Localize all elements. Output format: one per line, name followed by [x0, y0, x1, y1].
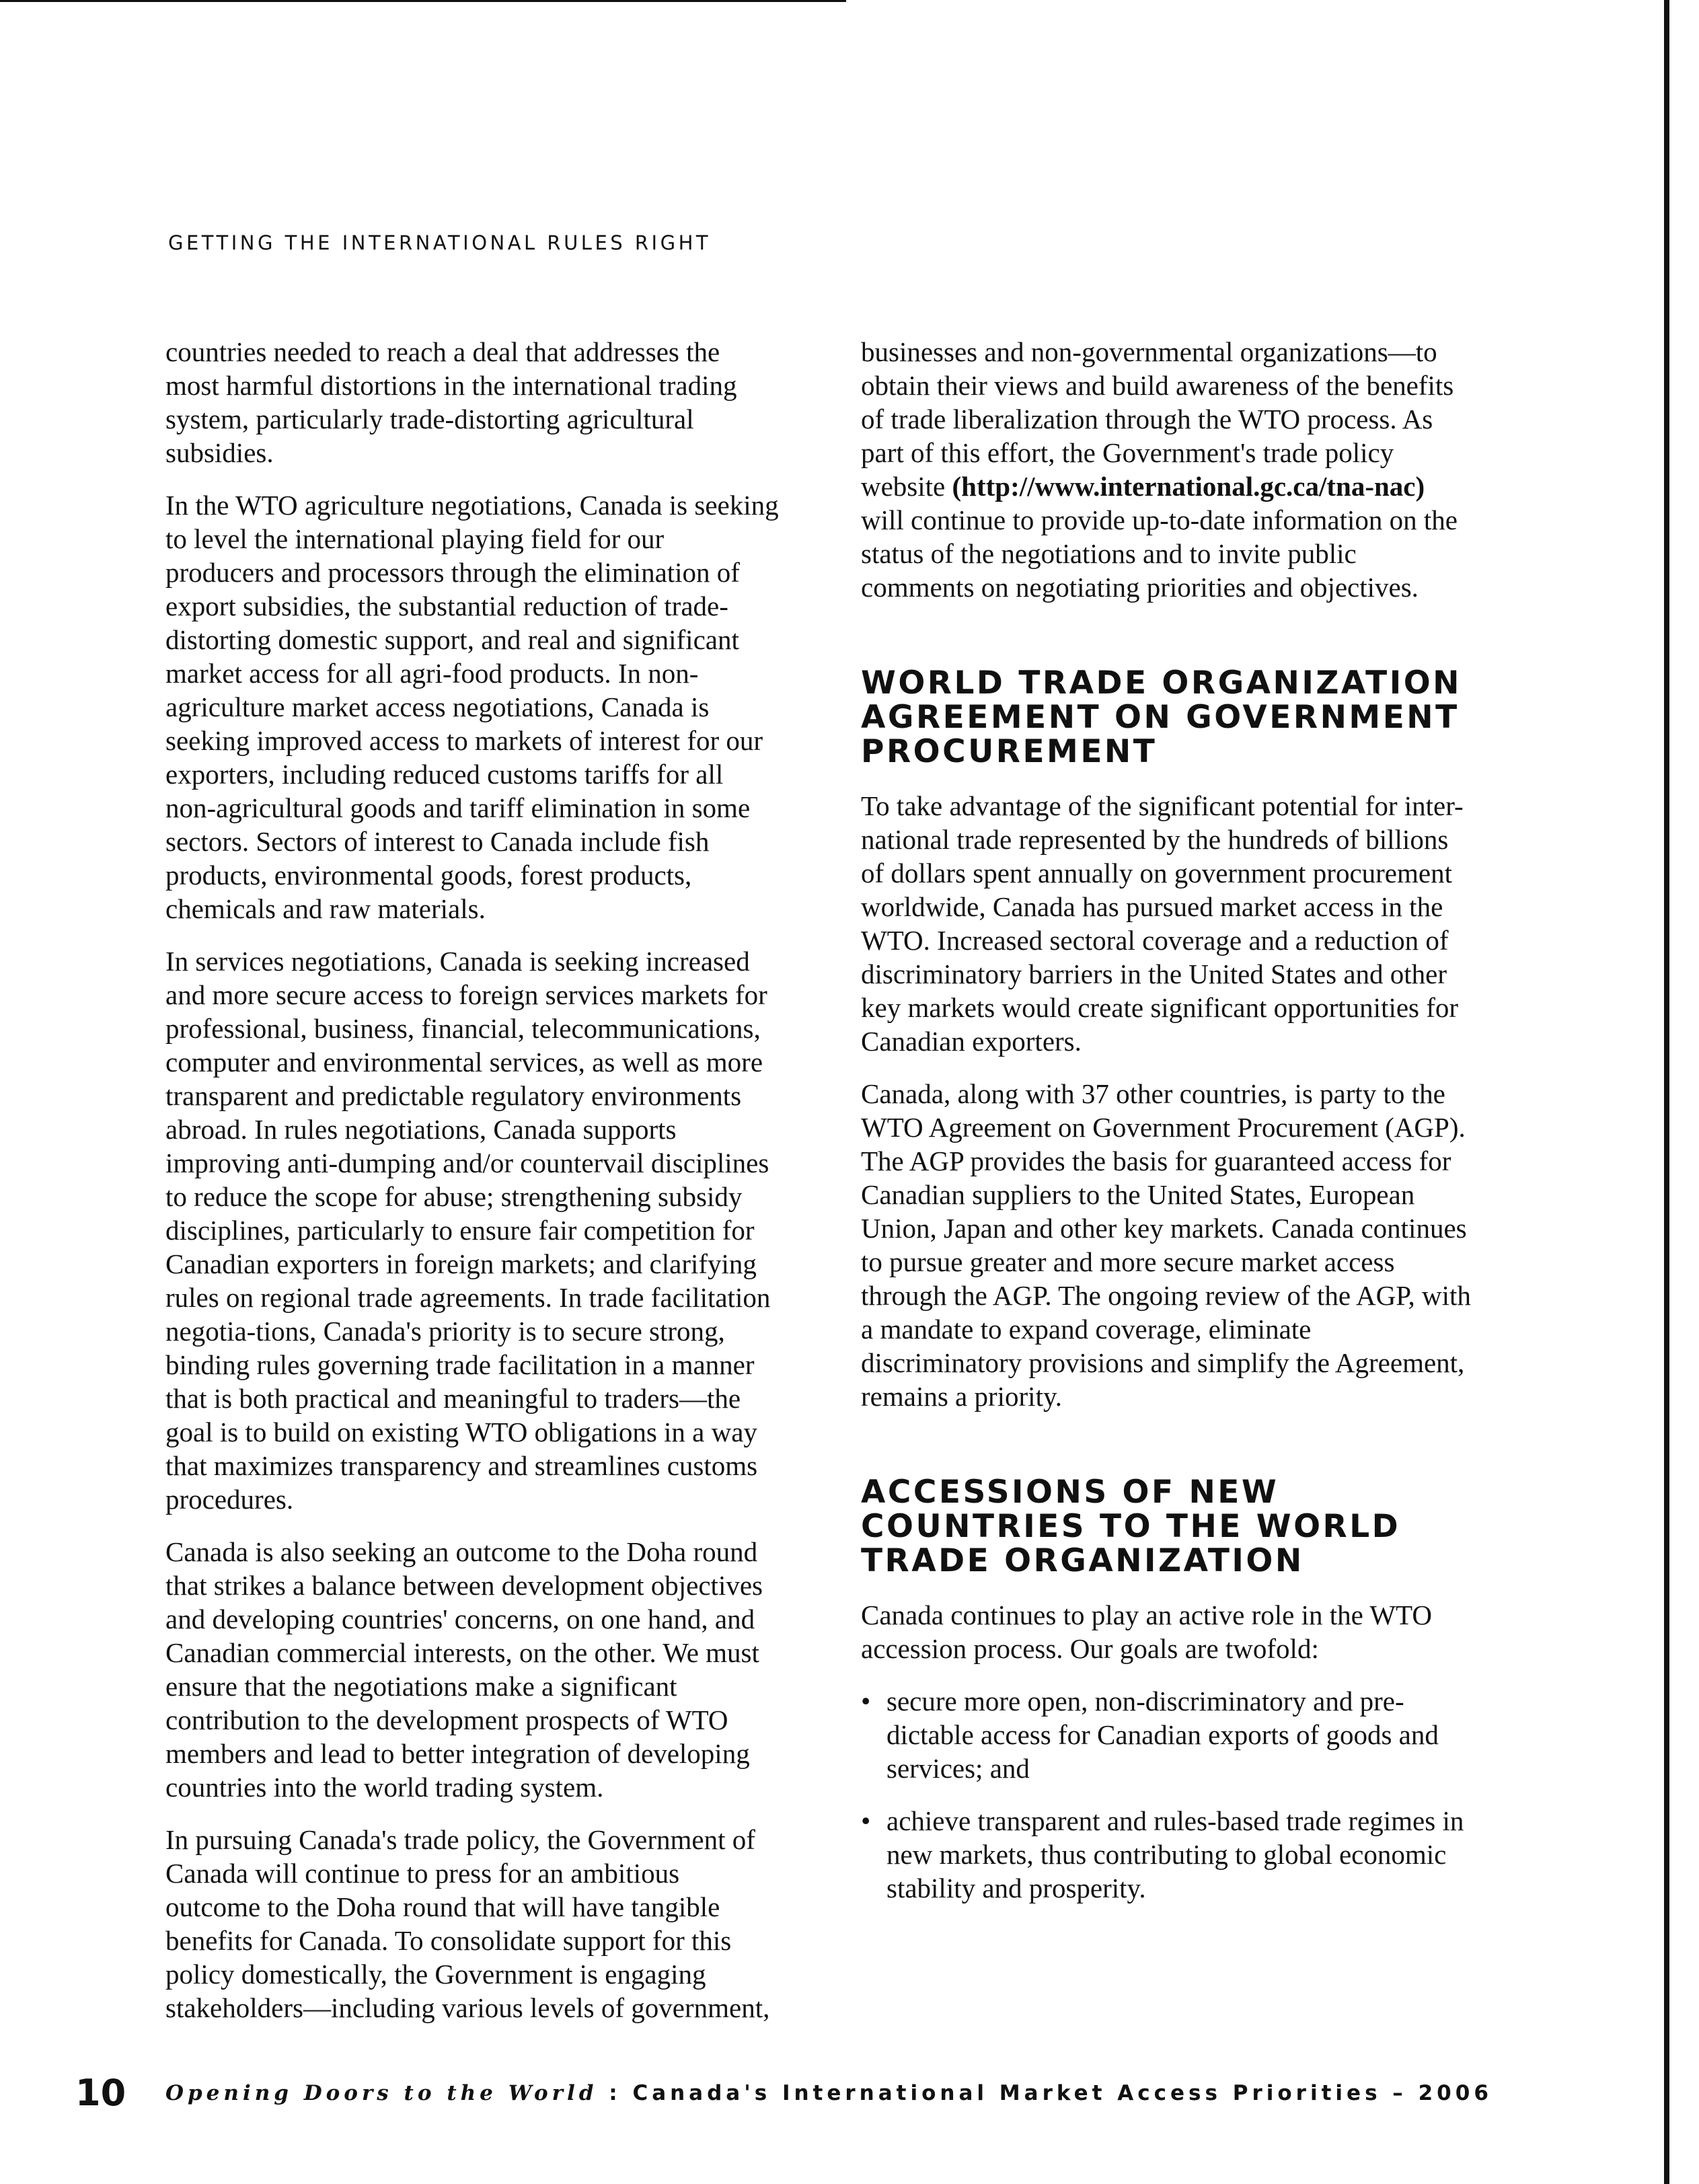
paragraph-intro: [861, 335, 1474, 604]
website-link[interactable]: (http://www.international.gc.ca/tna-nac): [952, 471, 1425, 502]
right-column: [861, 335, 1474, 1924]
right-border-line: [1664, 0, 1669, 2184]
intro-text: businesses and non-governmental organizations—to obtain their views and build awareness of the benefits of trade liberalization through the WTO process. As part of this effort, the Government's trade policy website: [861, 336, 1454, 502]
footer-title-rest: Canada's International Market Access Priorities – 2006: [632, 2081, 1493, 2105]
list-item-text: achieve transparent and rules-based trade regimes in new markets, thus contributing to global economic stability and prosperity.: [886, 1805, 1464, 1904]
list-item: [861, 1684, 1474, 1785]
section-heading-accessions: ACCESSIONS OF NEW COUNTRIES TO THE WORLD TRADE ORGANIZATION: [861, 1474, 1401, 1579]
top-border-line: [0, 0, 846, 2]
paragraph: Canada is also seeking an outcome to the Doha round that strikes a balance between development objectives and developing countries' concerns, on one hand, and Canadian commercial interests, on the other. We must ensure that the negotiations make a significant contribution to the development prospects of WTO members and lead to better integration of developing countries into the world trading system.: [165, 1536, 763, 1803]
section-heading-procurement: WORLD TRADE ORGANIZATION AGREEMENT ON GOVERNMENT PROCUREMENT: [861, 665, 1462, 770]
paragraph: In the WTO agriculture negotiations, Canada is seeking to level the international playing field for our producers and processors through the elimination of export subsidies, the substantial reduction of trade-distorting domestic support, and real and significant market access for all agri-food products. In non-agriculture market access negotiations, Canada is seeking improved access to markets of interest for our exporters, including reduced customs tariffs for all non-agricultural goods and tariff elimination in some sectors. Sectors of interest to Canada include fish products, environmental goods, forest products, chemicals and raw materials.: [165, 490, 779, 924]
paragraph: Canada continues to play an active role in the WTO accession process. Our goals are twofold:: [861, 1599, 1432, 1664]
section-spacer: [861, 1432, 1474, 1475]
paragraph: countries needed to reach a deal that addresses the most harmful distortions in the international trading system, particularly trade-distorting agricultural subsidies.: [165, 336, 737, 468]
paragraph: In pursuing Canada's trade policy, the Government of Canada will continue to press for an ambitious outcome to the Doha round that will have tangible benefits for Canada. To consolidate support for this policy domestically, the Government is engaging stakeholders—including various levels of government,: [165, 1824, 770, 2023]
bullet-mark: •: [861, 1686, 871, 1717]
goals-list: [861, 1684, 1474, 1905]
page-number: 10: [75, 2072, 126, 2114]
running-header: GETTING THE INTERNATIONAL RULES RIGHT: [168, 231, 712, 254]
paragraph: In services negotiations, Canada is seeking increased and more secure access to foreign services markets for professional, business, financial, telecommunications, computer and environmental services, as well as more transparent and predictable regulatory environments abroad. In rules negotiations, Canada supports improving anti-dumping and/or countervail disciplines to reduce the scope for abuse; strengthening subsidy disciplines, particularly to ensure fair competition for Canadian exporters in foreign markets; and clarifying rules on regional trade agreements. In trade facilitation negotia-tions, Canada's priority is to secure strong, binding rules governing trade facilitation in a manner that is both practical and meaningful to traders—the goal is to build on existing WTO obligations in a way that maximizes transparency and streamlines customs procedures.: [165, 946, 771, 1515]
section-spacer: [861, 623, 1474, 666]
intro-text-continued: will continue to provide up-to-date information on the status of the negotiations and to invite public comments on negotiating priorities and objectives.: [861, 504, 1458, 603]
left-column: [165, 335, 779, 2043]
list-item: [861, 1804, 1474, 1905]
paragraph: Canada, along with 37 other countries, is party to the WTO Agreement on Government Procurement (AGP). The AGP provides the basis for guaranteed access for Canadian suppliers to the United States, European Union, Japan and other key markets. Canada continues to pursue greater and more secure market access through the AGP. The ongoing review of the AGP, with a mandate to expand coverage, eliminate discriminatory provisions and simplify the Agreement, remains a priority.: [861, 1078, 1471, 1412]
footer-title-separator: :: [597, 2081, 633, 2105]
paragraph: To take advantage of the significant potential for inter-national trade represented by the hundreds of billions of dollars spent annually on government procurement worldwide, Canada has pursued market access in the WTO. Increased sectoral coverage and a reduction of discriminatory barriers in the United States and other key markets would create significant opportunities for Canadian exporters.: [861, 790, 1464, 1057]
list-item-text: secure more open, non-discriminatory and pre-dictable access for Canadian exports of goods and services; and: [886, 1686, 1439, 1784]
footer-title-italic: Opening Doors to the World: [165, 2081, 598, 2105]
footer-title: [165, 2081, 1493, 2105]
bullet-mark: •: [861, 1805, 871, 1836]
